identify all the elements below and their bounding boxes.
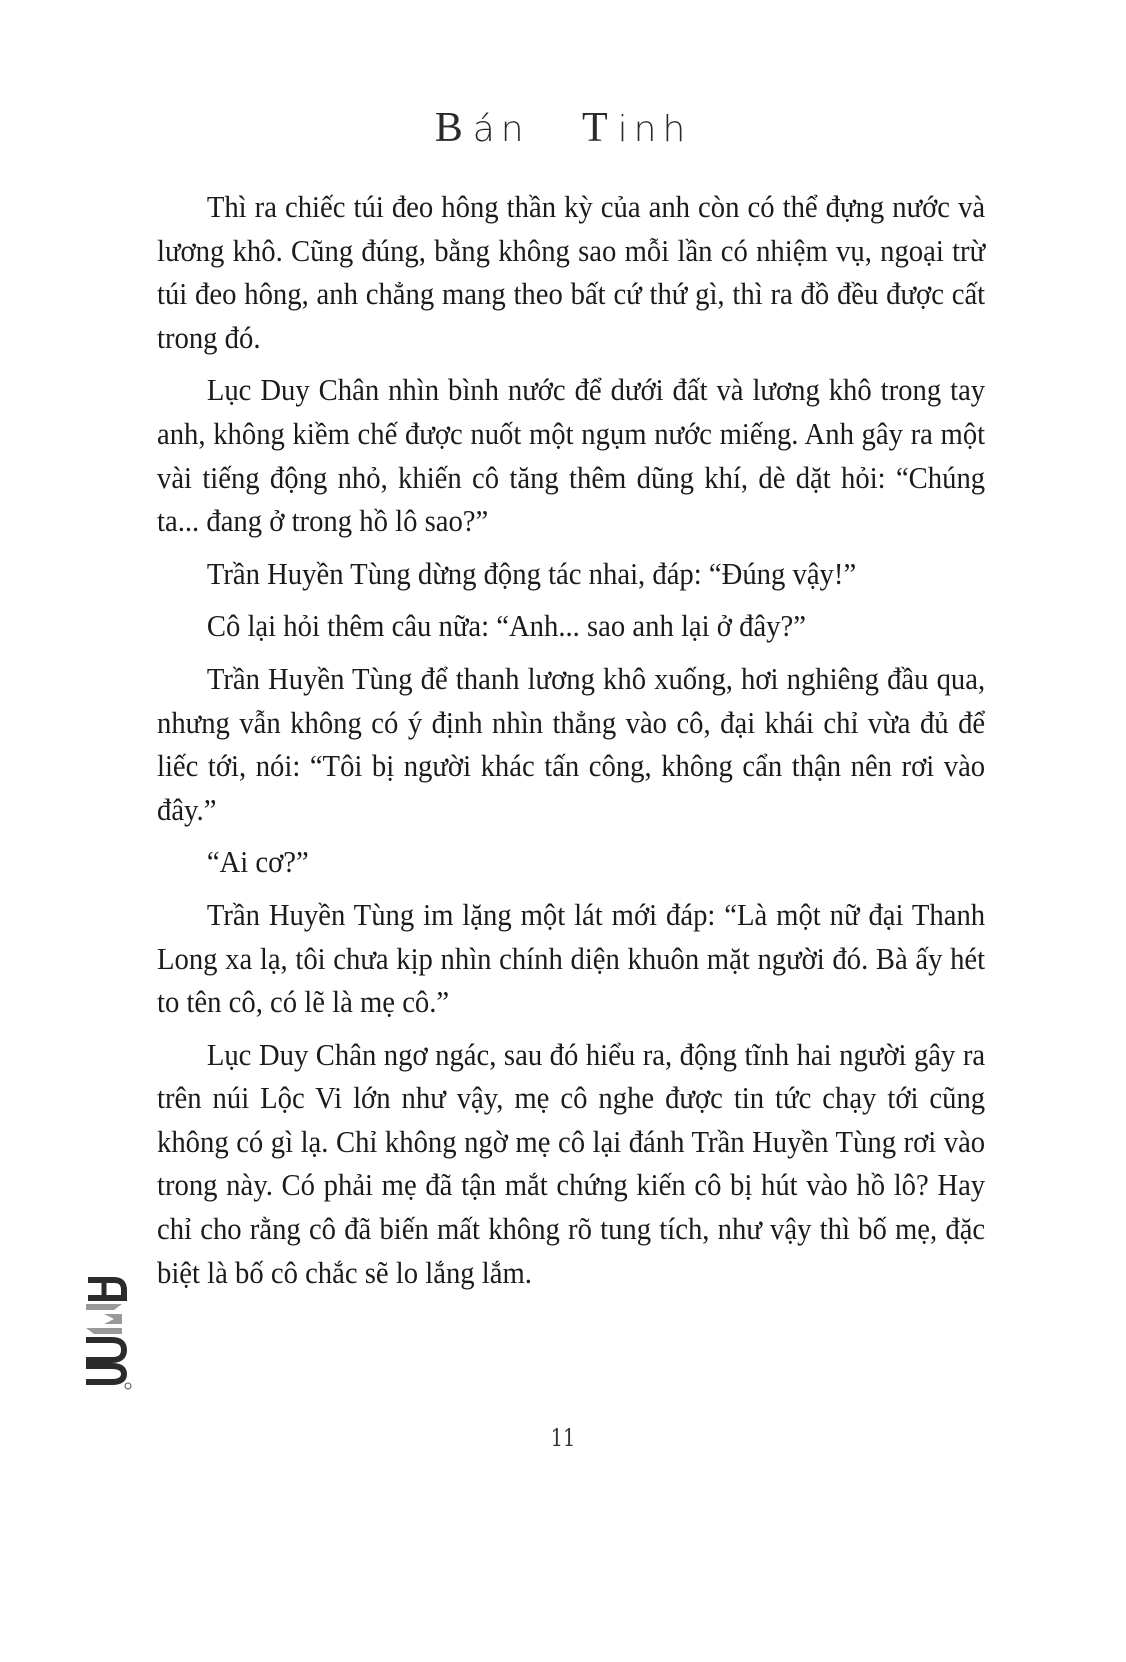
body-text: [157, 186, 985, 1304]
publisher-logo-icon: [74, 1270, 134, 1390]
paragraph: Trần Huyền Tùng im lặng một lát mới đáp: “Là một nữ đại Thanh Long xa lạ, tôi chưa kịp nhìn chính diện khuôn mặt người đó. Bà ấy hét to tên cô, có lẽ là mẹ cô.”: [157, 897, 986, 1020]
paragraph: Lục Duy Chân ngơ ngác, sau đó hiểu ra, động tĩnh hai người gây ra trên núi Lộc Vi lớn như vậy, mẹ cô nghe được tin tức chạy tới cũng không có gì lạ. Chỉ không ngờ mẹ cô lại đánh Trần Huyền Tùng rơi vào trong này. Có phải mẹ đã tận mắt chứng kiến cô bị hút vào hồ lô? Hay chỉ cho rằng cô đã biến mất không rõ tung tích, như vậy thì bố mẹ, đặc biệt là bố cô chắc sẽ lo lắng lắm.: [157, 1037, 986, 1290]
paragraph: Cô lại hỏi thêm câu nữa: “Anh... sao anh lại ở đây?”: [206, 609, 806, 644]
running-title: [0, 104, 1126, 152]
running-title-cap-1: B: [434, 105, 473, 151]
paragraph: “Ai cơ?”: [206, 845, 309, 880]
running-title-cap-2: T: [581, 105, 618, 151]
running-title-rest-2: inh: [617, 109, 692, 150]
paragraph: Thì ra chiếc túi đeo hông thần kỳ của anh còn có thể đựng nước và lương khô. Cũng đúng, bằng không sao mỗi lần có nhiệm vụ, ngoại trừ túi đeo hông, anh chẳng mang theo bất cứ thứ gì, thì ra đồ đều được cất trong đó.: [157, 190, 986, 355]
paragraph: Trần Huyền Tùng để thanh lương khô xuống, hơi nghiêng đầu qua, nhưng vẫn không có ý định nhìn thẳng vào cô, đại khái chỉ vừa đủ để liếc tới, nói: “Tôi bị người khác tấn công, không cẩn thận nên rơi vào đây.”: [157, 661, 986, 827]
paragraph: Trần Huyền Tùng dừng động tác nhai, đáp: “Đúng vậy!”: [206, 556, 857, 591]
paragraph: Lục Duy Chân nhìn bình nước để dưới đất và lương khô trong tay anh, không kiềm chế được nuốt một ngụm nước miếng. Anh gây ra một vài tiếng động nhỏ, khiến cô tăng thêm dũng khí, dè dặt hỏi: “Chúng ta... đang ở trong hồ lô sao?”: [157, 373, 986, 539]
page-number: 11: [550, 1424, 576, 1452]
running-title-rest-1: án: [472, 109, 530, 150]
